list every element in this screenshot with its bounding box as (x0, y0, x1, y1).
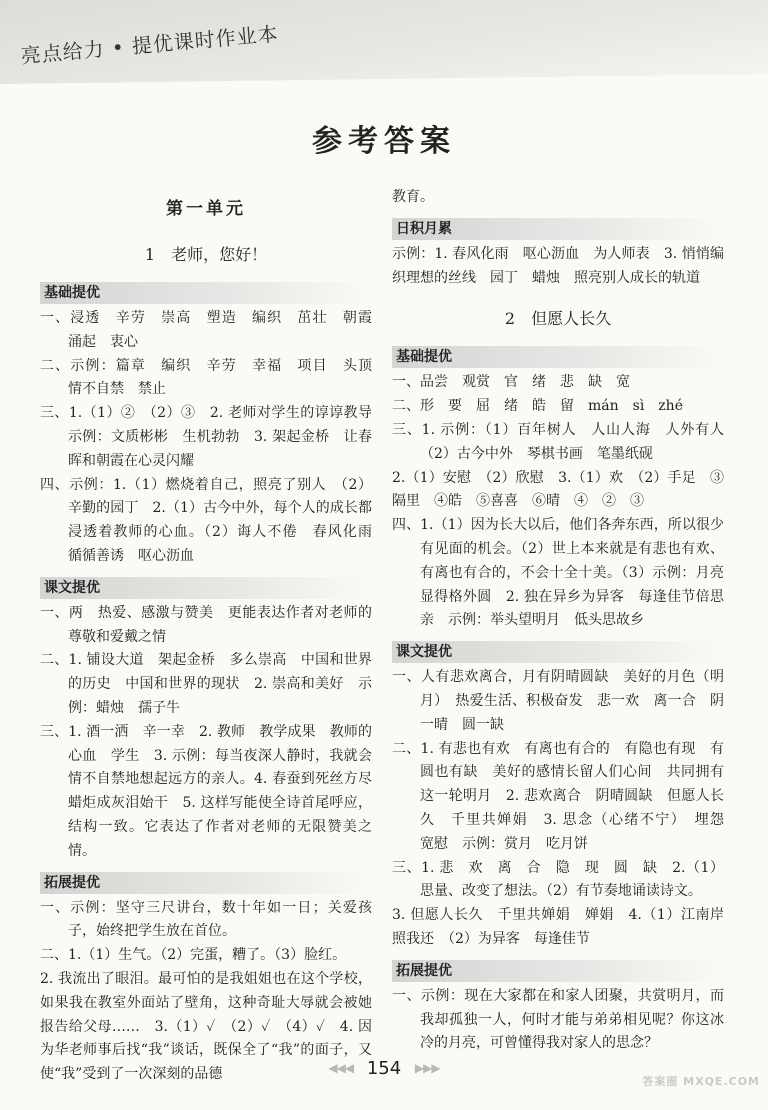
answer-item: 示例：1. 春风化雨 呕心沥血 为人师表 3. 悄悄编织理想的丝线 园丁 蜡烛 照亮别人成长的轨道 (392, 245, 724, 286)
section-text-1: 课文提优 (40, 577, 372, 599)
section-ext-1: 拓展提优 (40, 872, 372, 894)
banner-title: 亮点给力 • 提优课时作业本 (19, 21, 280, 69)
answer-item: 一、品尝 观赏 官 绪 悲 缺 宽 (392, 374, 630, 391)
lesson-1-title: 1 老师，您好！ (144, 245, 268, 264)
answer-item: 二、1. 铺设大道 架起金桥 多么崇高 中国和世界的历史 中国和世界的现状 2. 崇高和美好 示例：蜡烛 孺子牛 (40, 652, 372, 716)
answer-item: 一、浸透 辛劳 崇高 塑造 编织 茁壮 朝霞 涌起 衷心 (40, 310, 386, 350)
answer-item: 二、形 要 屈 绪 皓 留 mán sì zhé (392, 398, 683, 415)
answer-item: 三、1. 示例：（1）百年树人 人山人海 人外有人 （2）古今中外 琴棋书画 笔墨纸砚 (392, 421, 738, 462)
answer-continuation: 2. 我流出了眼泪。最可怕的是我姐姐也在这个学校，如果我在教室外面站了壁角，这种奇耻大辱就会被她报告给父母…… 3.（1）✓ （2）✓ （4）✓ 4. 因为华老师事后找“我”谈话，既保全了“我”的面子，又使“我”受到了一次深刻的品德 (40, 970, 372, 1083)
answer-continuation: 2.（1）安慰 （2）欣慰 3.（1）欢 （2）手足 ③隔里 ④皓 ⑤喜喜 ⑥晴 ④ ② ③ (392, 469, 724, 510)
answer-item: 二、1.（1）生气。（2）完蛋，糟了。（3）脸红。 (40, 947, 347, 964)
answer-continuation: 教育。 (392, 189, 434, 205)
answer-item: 二、示例：篇章 编织 辛劳 幸福 项目 头顶 情不自禁 禁止 (40, 357, 386, 398)
answer-item: 一、人有悲欢离合，月有阴晴圆缺 美好的月色（明月） 热爱生活、积极奋发 悲一欢 离一合 阴一晴 圆一缺 (392, 669, 724, 733)
next-arrows-icon: ▶▶▶ (414, 1061, 440, 1075)
prev-arrows-icon: ◀◀◀ (328, 1061, 354, 1075)
section-ext-2: 拓展提优 (392, 960, 724, 982)
answer-item: 二、1. 有悲也有欢 有离也有合的 有隐也有现 有圆也有缺 美好的感情长留人们心间 共同拥有这一轮明月 2. 悲欢离合 阴晴圆缺 但愿人长久 千里共婵娟 3. 思念（心绪不宁） 埋怨 宽慰 示例：赏月 吃月饼 (392, 740, 738, 852)
watermark-logo: 答案圈 MXQE.COM (642, 1075, 760, 1088)
answer-item: 四、1.（1）因为长大以后，他们各奔东西，所以很少有见面的机会。（2）世上本来就是有悲也有欢、有离也有合的，不会十全十美。（3）示例：月亮显得格外圆 2. 独在异乡为异客 每逢佳节倍思亲 示例：举头望明月 低头思故乡 (392, 517, 724, 629)
section-basic-1: 基础提优 (40, 282, 372, 304)
page-title: 参考答案 (312, 124, 456, 159)
answer-item: 四、示例：1.（1）燃烧着自己，照亮了别人 （2）辛勤的园丁 2.（1）古今中外，每个人的成长都浸透着教师的心血。（2）诲人不倦 春风化雨 循循善诱 呕心沥血 (40, 476, 386, 564)
answer-continuation: 3. 但愿人长久 千里共婵娟 婵娟 4.（1）江南岸 照我还 （2）为异客 每逢佳节 (392, 907, 738, 947)
answer-item: 三、1. 酒一洒 辛一幸 2. 教师 教学成果 教师的心血 学生 3. 示例：每当夜深人静时，我就会情不自禁地想起远方的亲人。4. 春蚕到死丝方尽 蜡炬成灰泪始干 5. 这样写能使全诗首尾呼应，结构一致。它表达了作者对老师的无限赞美之情。 (40, 723, 386, 859)
answer-item: 一、两 热爱、感激与赞美 更能表达作者对老师的尊敬和爱戴之情 (40, 604, 372, 645)
answer-item: 三、1. 悲 欢 离 合 隐 现 圆 缺 2.（1）思量、改变了想法。（2）有节奏地诵读诗文。 (392, 859, 724, 900)
answer-item: 一、示例：坚守三尺讲台，数十年如一日；关爱孩子，始终把学生放在首位。 (40, 899, 372, 940)
unit-title: 第一单元 (166, 199, 246, 219)
page-number: 154 (366, 1058, 402, 1079)
lesson-2-title: 2 但愿人长久 (504, 309, 612, 329)
section-text-2: 课文提优 (392, 641, 724, 663)
header-banner (0, 0, 768, 84)
section-basic-2: 基础提优 (392, 346, 724, 368)
answer-item: 一、示例：现在大家都在和家人团聚，共赏明月，而我却孤独一人，何时才能与弟弟相见呢？你这冰冷的月亮，可曾懂得我对家人的思念？ (392, 987, 724, 1052)
answer-item: 三、1.（1）② （2）③ 2. 老师对学生的谆谆教导 示例：文质彬彬 生机勃勃 3. 架起金桥 让春晖和朝霞在心灵闪耀 (40, 405, 386, 469)
section-daily: 日积月累 (392, 218, 724, 240)
right-column (392, 186, 738, 1056)
